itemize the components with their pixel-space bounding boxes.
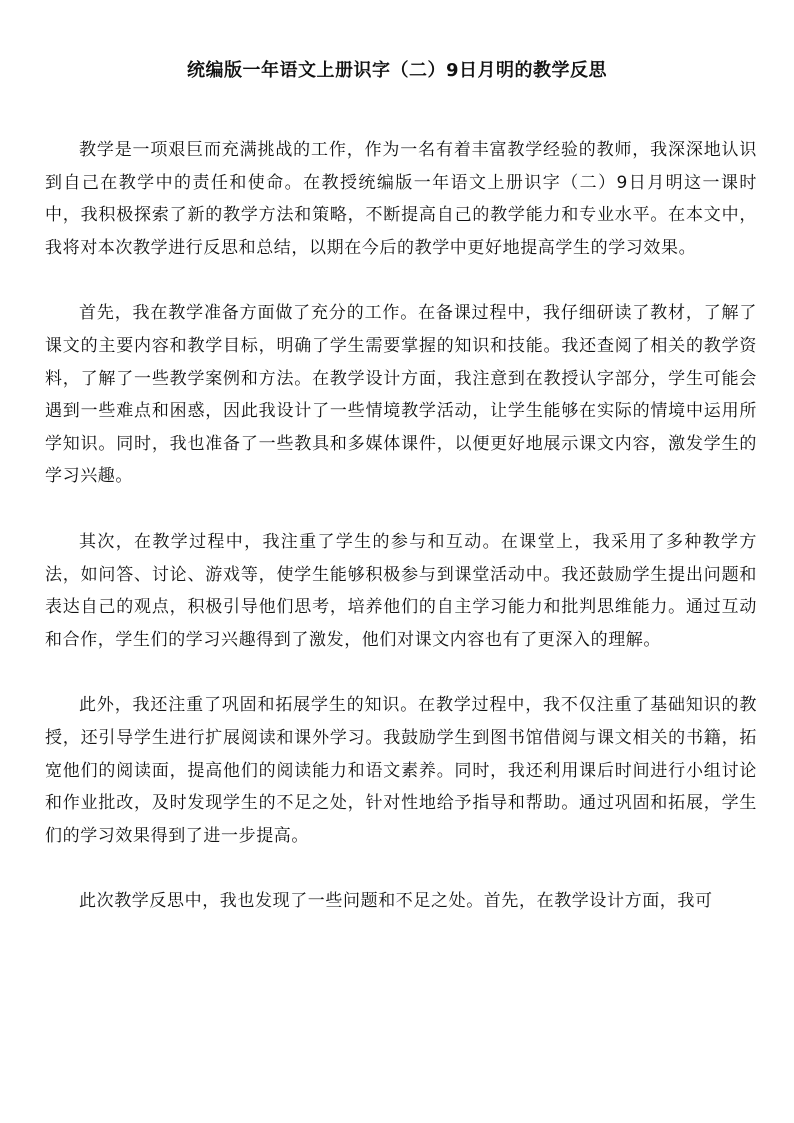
document-title: 统编版一年语文上册识字（二）9日月明的教学反思 [186, 60, 608, 81]
paragraph-preparation: 首先，我在教学准备方面做了充分的工作。在备课过程中，我仔细研读了教材，了解了课文的主要内容和教学目标，明确了学生需要掌握的知识和技能。我还查阅了相关的教学资料，了解了一些教学案例和方法。在教学设计方面，我注意到在教授认字部分，学生可能会遇到一些难点和困惑，因此我设计了一些情境教学活动，让学生能够在实际的情境中运用所学知识。同时，我也准备了一些教具和多媒体课件，以便更好地展示课文内容，激发学生的学习兴趣。 [45, 303, 757, 487]
paragraph-consolidation: 此外，我还注重了巩固和拓展学生的知识。在教学过程中，我不仅注重了基础知识的教授，还引导学生进行扩展阅读和课外学习。我鼓励学生到图书馆借阅与课文相关的书籍，拓宽他们的阅读面，提高他们的阅读能力和语文素养。同时，我还利用课后时间进行小组讨论和作业批改，及时发现学生的不足之处，针对性地给予指导和帮助。通过巩固和拓展，学生们的学习效果得到了进一步提高。 [45, 695, 757, 846]
paragraph-reflection: 此次教学反思中，我也发现了一些问题和不足之处。首先，在教学设计方面，我可 [79, 891, 713, 912]
paragraph-intro: 教学是一项艰巨而充满挑战的工作，作为一名有着丰富教学经验的教师，我深深地认识到自己在教学中的责任和使命。在教授统编版一年语文上册识字（二）9日月明这一课时中，我积极探索了新的教学方法和策略，不断提高自己的教学能力和专业水平。在本文中，我将对本次教学进行反思和总结，以期在今后的教学中更好地提高学生的学习效果。 [45, 140, 757, 258]
paragraph-interaction: 其次，在教学过程中，我注重了学生的参与和互动。在课堂上，我采用了多种教学方法，如问答、讨论、游戏等，使学生能够积极参与到课堂活动中。我还鼓励学生提出问题和表达自己的观点，积极引导他们思考，培养他们的自主学习能力和批判思维能力。通过互动和合作，学生们的学习兴趣得到了激发，他们对课文内容也有了更深入的理解。 [45, 531, 757, 650]
document-body [45, 134, 757, 918]
